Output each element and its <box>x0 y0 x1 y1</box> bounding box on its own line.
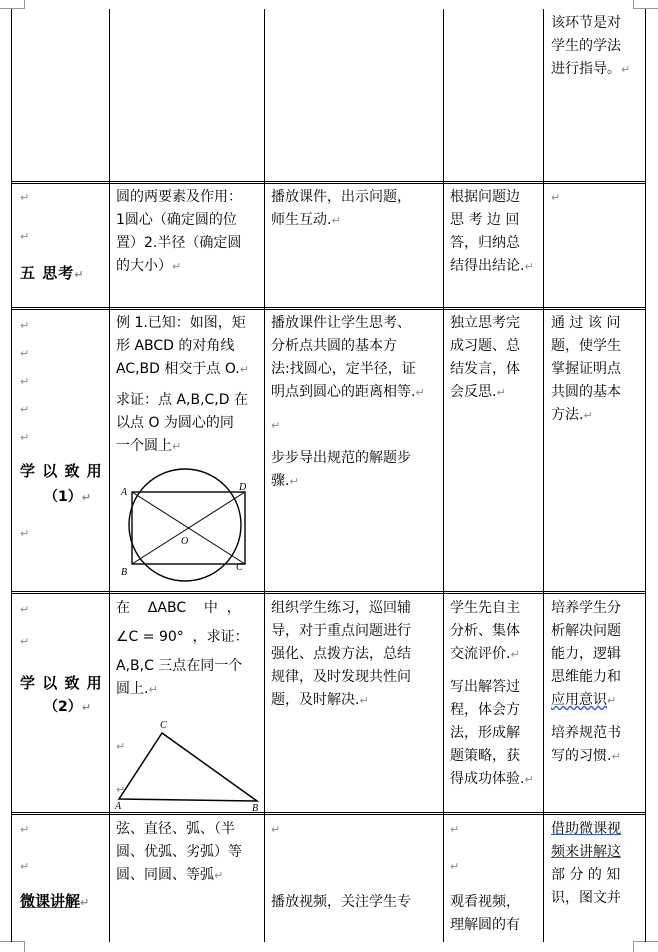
point-label-o: O <box>181 536 189 547</box>
text-line: 通 过 该 问 <box>551 315 621 331</box>
row2-student-cell <box>450 312 540 404</box>
para-mark: ↵ <box>20 823 30 836</box>
para-mark: ↵ <box>271 419 281 432</box>
para-mark: ↵ <box>20 527 30 540</box>
row1-content-cell <box>116 186 261 278</box>
text-line: 培养学生分 <box>551 600 621 616</box>
para-mark: ↵ <box>450 823 460 836</box>
crop-mark <box>24 941 25 952</box>
text-line: 组织学生练习，巡回辅 <box>271 600 411 616</box>
para-mark: ↵ <box>20 347 30 360</box>
row3-content-cell <box>116 597 260 701</box>
text-line: 圆上.↵ <box>116 681 158 697</box>
para-mark: ↵ <box>551 191 561 204</box>
point-label-c: C <box>160 720 167 731</box>
text-line: 骤.↵ <box>271 473 299 489</box>
para-mark: ↵ <box>20 603 30 616</box>
text-line: 播放课件让学生思考、 <box>271 315 411 331</box>
table-border <box>11 181 646 182</box>
text-line: 强化、点拨方法，总结 <box>271 646 411 662</box>
text-line: 圆、优弧、劣弧）等 <box>116 844 242 860</box>
table-border <box>11 9 12 942</box>
point-label-a: A <box>121 487 128 498</box>
row2-content-cell <box>116 312 260 458</box>
point-label-d: D <box>239 482 247 493</box>
text-line: 观看视频， <box>450 894 520 910</box>
text-line: 导，对于重点问题进行 <box>271 623 411 639</box>
crop-mark <box>633 0 634 9</box>
row3-intent-cell <box>551 597 641 768</box>
table-border <box>11 593 646 594</box>
row4-intent-cell <box>551 818 641 910</box>
table-border <box>11 307 646 308</box>
stage-label: 五 思考↵ <box>20 264 85 282</box>
text-line: 播放课件，出示问题， <box>271 189 411 205</box>
text-line: 题，及时解决.↵ <box>271 692 369 708</box>
text-line: 结得出结论.↵ <box>450 258 534 274</box>
text-line: 分析点共圆的基本方 <box>271 338 397 354</box>
text-line: ∠C = 90° ，求证： <box>116 629 249 645</box>
text-line: 法:找圆心，定半径，证 <box>271 361 416 377</box>
para-mark: ↵ <box>20 375 30 388</box>
text-line: 方法.↵ <box>551 407 593 423</box>
para-mark: ↵ <box>20 860 30 873</box>
para-mark: ↵ <box>116 783 126 796</box>
rectangle-circle-figure <box>112 468 262 583</box>
text-line: 得成功体验.↵ <box>450 771 534 787</box>
crop-mark <box>0 941 24 942</box>
point-label-b: B <box>252 803 259 812</box>
text-line: 写的习惯.↵ <box>551 748 621 764</box>
text-line: 分析、集体 <box>450 623 520 639</box>
row3-student-cell <box>450 597 540 791</box>
table-border <box>11 812 646 813</box>
row1-teacher-cell <box>271 186 441 232</box>
text-line: 进行指导。↵ <box>551 61 631 77</box>
right-triangle-figure <box>112 717 262 812</box>
para-mark: ↵ <box>20 319 30 332</box>
text-line: 规律，及时发现共性问 <box>271 669 411 685</box>
text-line: 应用意识↵ <box>551 692 617 708</box>
text-line: 结发言，体 <box>450 361 520 377</box>
table-border <box>11 591 646 592</box>
text-line: 的大小）↵ <box>116 258 182 274</box>
text-line: 借助微课视 <box>551 821 621 837</box>
text-line: 1圆心（确定圆的位 <box>116 212 237 228</box>
point-label-c: C <box>236 562 243 573</box>
text-line: 析解决问题 <box>551 623 621 639</box>
text-line: AC,BD 相交于点 O.↵ <box>116 361 249 377</box>
text-line: 题策略，获 <box>450 748 520 764</box>
text-line: 形 ABCD 的对角线 <box>116 338 235 354</box>
text-line: 交流评价.↵ <box>450 646 520 662</box>
text-line: 一个圆上↵ <box>116 438 182 454</box>
text-line: 学生的学法 <box>551 38 621 54</box>
row2-intent-cell <box>551 312 641 427</box>
text-line: 思维能力和 <box>551 669 621 685</box>
text-line: 圆、同圆、等弧↵ <box>116 867 224 883</box>
row3-teacher-cell <box>271 597 441 712</box>
para-mark: ↵ <box>20 191 30 204</box>
text-line: 以点 O 为圆心的同 <box>116 415 234 431</box>
para-mark: ↵ <box>116 740 126 753</box>
text-line: 该环节是对 <box>551 15 621 31</box>
text-line: 程，体会方 <box>450 702 520 718</box>
text-line: 独立思考完 <box>450 315 520 331</box>
table-border <box>443 9 444 942</box>
text-line: 共圆的基本 <box>551 384 621 400</box>
crop-mark <box>0 8 24 9</box>
text-line: 掌握证明点 <box>551 361 621 377</box>
table-border <box>109 9 110 942</box>
para-mark: ↵ <box>271 823 281 836</box>
text-line: 圆的两要素及作用： <box>116 189 242 205</box>
para-mark: ↵ <box>20 431 30 444</box>
text-line: 置）2.半径（确定圆 <box>116 235 242 251</box>
text-line: 根据问题边 <box>450 189 520 205</box>
text-line: A,B,C 三点在同一个 <box>116 658 243 674</box>
point-label-a: A <box>115 801 122 812</box>
text-line: 例 1.已知：如图，矩 <box>116 315 246 331</box>
crop-mark <box>633 941 634 952</box>
text-line: 题，使学生 <box>551 338 621 354</box>
para-mark: ↵ <box>20 230 30 243</box>
row1-student-cell <box>450 186 540 278</box>
stage-sublabel: （2）↵ <box>44 699 91 715</box>
triangle-abc <box>119 733 257 801</box>
stage-label: 微课讲解↵ <box>20 892 90 910</box>
table-border <box>264 9 265 942</box>
para-mark: ↵ <box>450 860 460 873</box>
text-line: 答，归纳总 <box>450 235 520 251</box>
table-border <box>543 9 544 942</box>
point-label-b: B <box>121 567 128 578</box>
stage-label: 学 以 致 用 <box>20 674 103 692</box>
text-line: 在 ΔABC 中 ， <box>116 600 241 616</box>
text-line: 思 考 边 回 <box>450 212 520 228</box>
para-mark: ↵ <box>20 635 30 648</box>
table-border <box>11 814 646 815</box>
text-line: 部 分 的 知 <box>551 867 621 883</box>
text-line: 成习题、总 <box>450 338 520 354</box>
text-line: 理解圆的有 <box>450 917 520 933</box>
row4-content-cell <box>116 818 261 887</box>
row4-student-cell <box>450 891 540 937</box>
row4-teacher-cell: 播放视频，关注学生专 <box>271 894 411 910</box>
text-line: 识，图文并 <box>551 890 621 906</box>
table-border <box>11 309 646 310</box>
crop-mark <box>24 0 25 9</box>
para-mark: ↵ <box>20 403 30 416</box>
text-line: 师生互动.↵ <box>271 212 341 228</box>
text-line: 写出解答过 <box>450 679 520 695</box>
text-line: 求证：点 A,B,C,D 在 <box>116 392 248 408</box>
stage-label: 学 以 致 用 <box>20 462 103 480</box>
table-border <box>11 183 646 184</box>
text-line: 频来讲解这 <box>551 844 621 860</box>
row2-teacher-cell <box>271 312 441 493</box>
text-line: 学生先自主 <box>450 600 520 616</box>
text-line: 明点到圆心的距离相等.↵ <box>271 384 425 400</box>
stage-sublabel: （1）↵ <box>44 489 91 505</box>
text-line: 弦、直径、弧、（半 <box>116 821 235 837</box>
text-line: 会反思.↵ <box>450 384 506 400</box>
table-border <box>645 9 646 942</box>
text-line: 法，形成解 <box>450 725 520 741</box>
row0-intent-cell <box>551 12 643 81</box>
text-line: 能力，逻辑 <box>551 646 621 662</box>
text-line: 培养规范书 <box>551 725 621 741</box>
text-line: 步步导出规范的解题步 <box>271 450 411 466</box>
